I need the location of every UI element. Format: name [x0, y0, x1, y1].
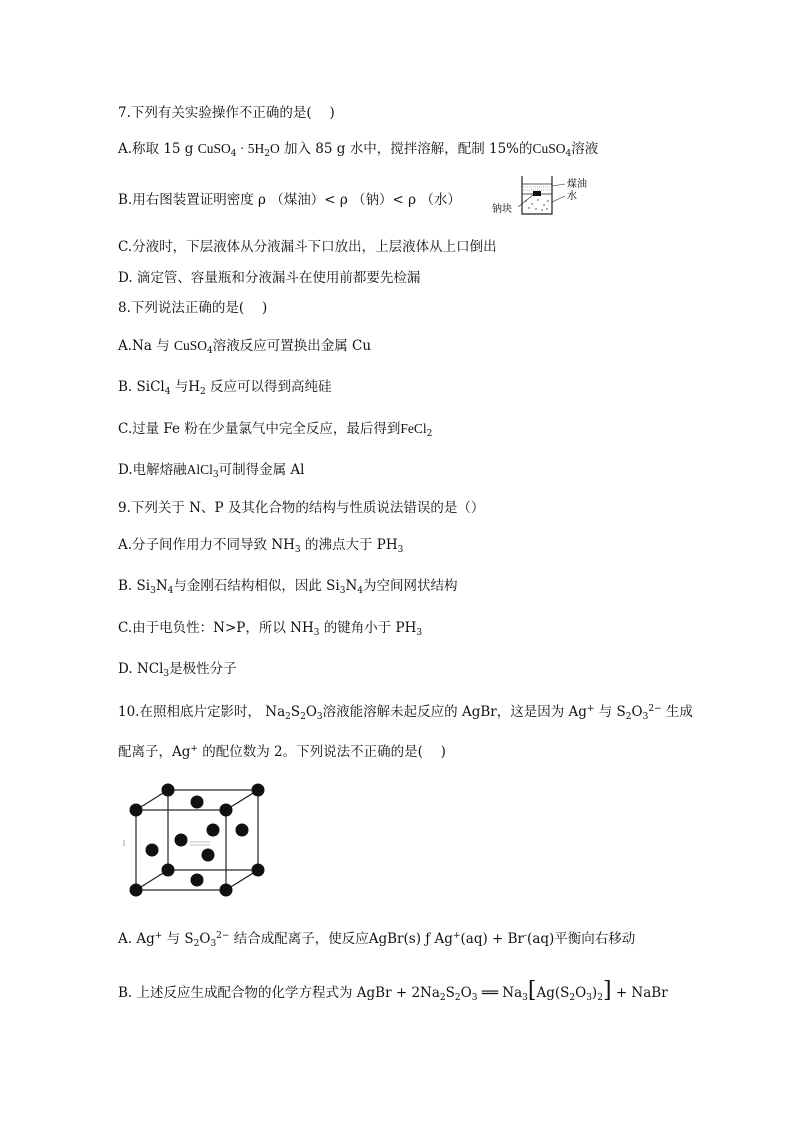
q9-option-a: A.分子间作用力不同导致 $NH_3$ 的沸点大于 $PH_3$ [118, 537, 404, 555]
q8-option-b: B. SiCl$_4$ 与$H_2$ 反应可以得到高纯硅 [118, 379, 332, 397]
q9-stem: 9.下列关于 N、P 及其化合物的结构与性质说法错误的是（） [118, 500, 485, 516]
q9-option-b: B. $Si_3N_4$与金刚石结构相似，因此 $Si_3N_4$为空间网状结构 [118, 578, 458, 596]
q7-stem: 7.下列有关实验操作不正确的是( ) [118, 105, 335, 121]
q10-stem-line2: 配离子，Ag+ 的配位数为 2。下列说法不正确的是( ) [118, 744, 446, 760]
q8-option-c: C.过量 Fe 粉在少量氯气中完全反应，最后得到FeCl$_2$ [118, 421, 433, 439]
q8-option-a: A.Na 与 CuSO$_4$溶液反应可置换出金属 Cu [118, 338, 372, 356]
q10-option-b: B. 上述反应生成配合物的化学方程式为 AgBr + $2Na_2S_2O_3$ ══ $Na_3[Ag(S_2O_3)_2]$ + NaBr [118, 978, 668, 1003]
q9-option-c: C.由于电负性：N>P，所以 $NH_3$ 的键角小于 $PH_3$ [118, 620, 423, 638]
sodium-block-shape [533, 191, 541, 196]
q8-stem: 8.下列说法正确的是( ) [118, 300, 268, 316]
q8-option-d: D.电解熔融AlCl$_3$可制得金属 Al [118, 462, 305, 480]
q7-option-c: C.分液时，下层液体从分液漏斗下口放出，上层液体从上口倒出 [118, 239, 497, 255]
sodium-label: 钠块 [492, 204, 512, 215]
q10-option-a: A. Ag+ 与 $S_2O_3^{2-}$ 结合成配离子，使反应AgBr(s) ƒ Ag+(aq) + Br-(aq)平衡向右移动 [118, 931, 636, 949]
crystal-cell-figure [118, 780, 268, 900]
q10-stem-line1: 10.在照相底片定影时， $Na_2S_2O_3$溶液能溶解未起反应的 AgBr，这是因为 Ag+ 与 $S_2O_3^{2-}$ 生成 [118, 704, 693, 722]
water-label: 水 [567, 191, 577, 202]
q9-option-d: D. NCl$_3$是极性分子 [118, 661, 237, 679]
q7-option-a: A.称取 15 g CuSO$_4$ · $5H_2O$ 加入 85 g 水中，搅拌溶解，配制 15%的CuSO$_4$溶液 [118, 141, 599, 159]
beaker-figure [490, 174, 610, 224]
kerosene-label: 煤油 [567, 179, 587, 190]
q7-option-d: D. 滴定管、容量瓶和分液漏斗在使用前都要先检漏 [118, 270, 421, 286]
q7-option-b: B.用右图装置证明密度 ρ （煤油）< ρ （钠）< ρ （水） [118, 192, 461, 208]
